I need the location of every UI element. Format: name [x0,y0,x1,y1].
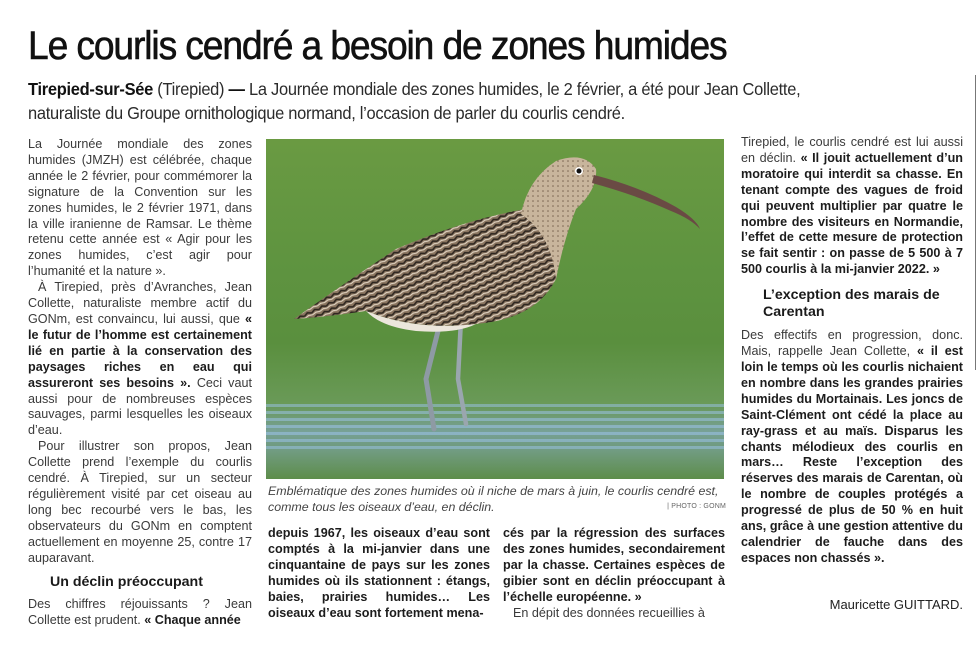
paragraph [503,526,725,606]
quote: cés par la régression des surfaces des zones humides, secondairement par la chasse. Certaines espèces de gibier sont en déclin préoccupant à l’échelle européenne. » [503,526,725,604]
paragraph [28,597,252,629]
column-1 [28,137,252,629]
lede-text: La Journée mondiale des zones humides, le 2 février, a été pour Jean Collette, naturaliste du Groupe ornithologique normand, l’occasion de parler du courlis cendré. [28,79,801,123]
curlew-bird-illustration [266,139,724,479]
column-4 [741,135,963,567]
dateline-dash: — [228,79,245,99]
column-3 [503,526,725,621]
quote: « le futur de l’homme est certainement lié en partie à la conservation des paysages riches en eau qui assureront ses besoins ». [28,311,252,390]
quote: « Chaque année [144,613,241,628]
dateline-paren: (Tirepied) [153,79,229,99]
paragraph: La Journée mondiale des zones humides (JMZH) est célébrée, chaque année le 2 février, pour commémorer la signature de la Convention sur les zones humides, le 2 février 1971, dans la ville iranienne de Ramsar. Le thème retenu cette année est « Agir pour les zones humides, c’est agir pour l’humanité et la nature ». [28,137,252,279]
paragraph [268,526,490,621]
column-divider [975,75,976,370]
photo-credit: | PHOTO : GONM [667,503,726,510]
author-signature: Mauricette GUITTARD. [829,597,963,612]
quote: « Il jouit actuellement d’un moratoire qui interdit sa chasse. En tenant compte des vagues de froid qui peuvent multiplier par quatre le nombre des visiteurs en Normandie, l’effet de cette mesure de protection se fait sentir : on passe de 5 500 à 7 500 courlis à la mi-janvier 2022. » [741,150,963,277]
text: À Tirepied, près d’Avranches, Jean Collette, naturaliste membre actif du GONm, est convaincu, lui aussi, que [28,280,252,326]
lede [28,77,874,125]
dateline-place: Tirepied-sur-Sée [28,79,154,99]
column-2 [268,526,490,621]
paragraph: En dépit des données recueillies à [513,605,705,620]
text: Tirepied, le courlis cendré est lui aussi en déclin. [741,135,963,165]
text: Des chiffres réjouissants ? Jean Collette est prudent. [28,597,252,628]
photo-caption: Emblématique des zones humides où il niche de mars à juin, le courlis cendré est, comme tous les oiseaux d’eau, en déclin. [268,484,719,514]
subheading: L’exception des marais de Carentan [763,287,940,321]
headline: Le courlis cendré a besoin de zones humides [28,24,727,68]
curlew-photo [266,139,724,479]
paragraph [741,328,963,567]
paragraph [28,280,252,439]
quote: depuis 1967, les oiseaux d’eau sont comptés à la mi-janvier dans une cinquantaine de pays sur les zones humides où ils stationnent : étangs, baies, prairies humides… Les oiseaux d’eau sont fortement mena- [268,526,490,620]
text: Des effectifs en progression, donc. Mais, rappelle Jean Collette, [741,328,963,359]
subheading: Un déclin préoccupant [50,574,203,591]
text: Ceci vaut aussi pour de nombreuses espèces sauvages, parmi lesquelles les oiseaux d’eau. [28,375,252,438]
paragraph: Pour illustrer son propos, Jean Collette prend l’exemple du courlis cendré. À Tirepied, sur un secteur régulièrement visité par cet oiseau au long bec recourbé vers le bas, les observateurs du GONm en comptent actuellement en moyenne 25, contre 17 auparavant. [28,439,252,565]
paragraph [741,135,963,278]
quote: « il est loin le temps où les courlis nichaient en nombre dans les grandes prairies humides du Mortainais. Les joncs de Saint-Clément ont cédé la place au ray-grass et au maïs. Disparus les chants mélodieux des courlis en mars… Reste l’exception des réserves des marais de Carentan, où le nombre de couples protégés a progressé de plus de 50 % en huit ans, grâce à une gestion attentive du calendrier de fauche dans des espaces non chassés ». [741,344,963,565]
